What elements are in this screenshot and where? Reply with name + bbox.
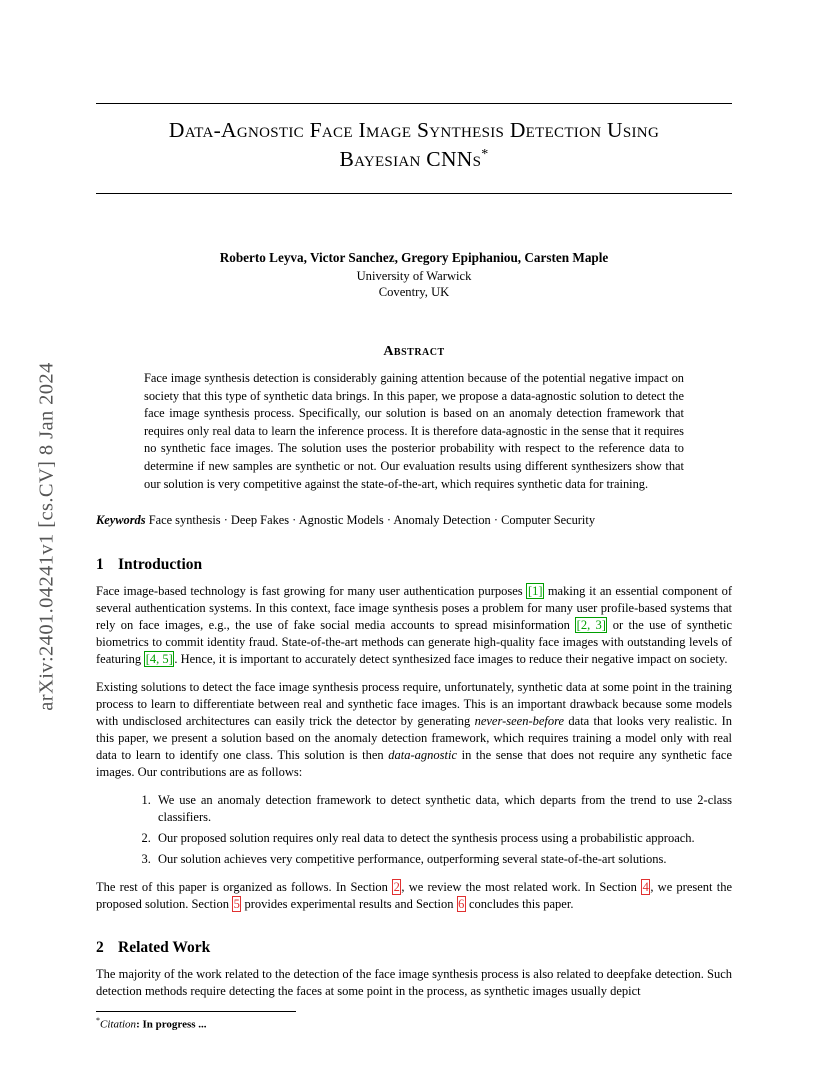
section-title-2: Related Work: [118, 938, 211, 956]
keywords-text: Face synthesis · Deep Fakes · Agnostic Models · Anomaly Detection · Computer Security: [148, 513, 596, 528]
section-title-1: Introduction: [118, 555, 203, 573]
intro-paragraph-2: [96, 679, 732, 781]
keywords: [96, 512, 732, 529]
emphasis-text: data-agnostic: [388, 747, 457, 762]
contribution-item: 2. Our proposed solution requires only real data to detect the synthesis process using a probabilistic approach.: [154, 830, 732, 847]
text-run: , we review the most related work. In Section: [401, 879, 642, 894]
title-line-1: Data-Agnostic Face Image Synthesis Detection Using: [168, 118, 660, 142]
section-ref-link[interactable]: 5: [233, 896, 240, 911]
section-number-2: 2: [96, 938, 104, 956]
footnote: [96, 1016, 732, 1031]
contribution-item: 1. We use an anomaly detection framework to detect synthetic data, which departs from the trend to use 2-class classifiers.: [154, 792, 732, 826]
section-ref-link[interactable]: 6: [458, 896, 465, 911]
text-run: in the sense that does not require any synthetic face images. Our contributions are as follows:: [96, 747, 732, 779]
section-ref-link[interactable]: 4: [642, 879, 649, 894]
page-title: [96, 104, 732, 184]
affiliation-location: Coventry, UK: [378, 285, 450, 300]
citation-link[interactable]: [2, 3]: [576, 617, 606, 632]
text-run: Face image-based technology is fast growing for many user authentication purposes: [96, 583, 527, 598]
footnote-marker: *: [96, 1015, 100, 1025]
text-run: provides experimental results and Section: [241, 896, 457, 911]
title-line-2: Bayesian CNNs: [339, 147, 482, 172]
text-run: The majority of the work related to the detection of the face image synthesis process is also related to deepfake detection. Such detection methods require detecting the faces at some point in the process, as synthetic images usually depict: [96, 966, 732, 998]
text-run: data that looks very realistic. In this paper, we present a solution based on the anomaly detection framework, which requires training a model only with real data to learn to identify one class. This solution is then: [96, 713, 733, 762]
section-number-1: 1: [96, 555, 104, 573]
section-heading-introduction: [96, 556, 732, 574]
footnote-label: Citation: [100, 1018, 137, 1031]
text-run: making it an essential component of several authentication systems. In this context, face image synthesis poses a problem for many user profile-based systems that rely on face images, e.g., the use of fake social media accounts to spread misinformation: [96, 583, 732, 632]
footnote-rule: [96, 1011, 296, 1012]
emphasis-text: never-seen-before: [474, 713, 565, 728]
citation-link[interactable]: [4, 5]: [145, 651, 173, 666]
section-ref-link[interactable]: 2: [393, 879, 400, 894]
section-heading-related-work: [96, 939, 732, 957]
paper-content: [96, 0, 732, 1030]
abstract-heading: Abstract: [383, 344, 445, 360]
text-run: The rest of this paper is organized as follows. In Section: [96, 879, 393, 894]
contribution-item: 3. Our solution achieves very competitive performance, outperforming several state-of-the-art solutions.: [154, 851, 732, 868]
keywords-label: Keywords: [96, 513, 146, 528]
contributions-list: [96, 792, 732, 868]
arxiv-stamp: arXiv:2401.04241v1 [cs.CV] 8 Jan 2024: [35, 362, 58, 711]
text-run: concludes this paper.: [465, 896, 574, 911]
citation-link[interactable]: [1]: [527, 583, 543, 598]
text-run: . Hence, it is important to accurately detect synthesized face images to reduce their negative impact on society.: [174, 651, 728, 666]
authors: Roberto Leyva, Victor Sanchez, Gregory Epiphaniou, Carsten Maple: [219, 250, 609, 266]
intro-paragraph-organization: [96, 879, 732, 913]
related-work-paragraph-1: [96, 966, 732, 1000]
affiliation: University of Warwick: [356, 269, 472, 284]
title-footnote-marker: *: [481, 146, 489, 162]
text-run: or the use of synthetic biometrics to commit identity fraud. State-of-the-art methods can generate high-quality face images with outstanding levels of featuring: [96, 617, 733, 666]
text-run: , we present the proposed solution. Section: [96, 879, 732, 911]
text-run: Existing solutions to detect the face image synthesis process require, unfortunately, synthetic data at some point in the training process to learn to differentiate between real and synthetic face images. This is an important drawback because some models with undisclosed architectures can easily trick the detector by generating: [96, 679, 732, 728]
footnote-text: : In progress ...: [136, 1018, 207, 1031]
abstract-text: Face image synthesis detection is considerably gaining attention because of the potential negative impact on society that this type of synthetic data brings. In this paper, we propose a data-agnostic solution to detect the face image synthesis process. Specifically, our solution is based on an anomaly detection framework that requires only real data to learn the inference process. It is therefore data-agnostic in the sense that it requires no synthetic face images. The solution uses the posterior probability with respect to the reference data to determine if new samples are synthetic or not. Our evaluation results using different synthesizers show that our solution is very competitive against the state-of-the-art, which requires synthetic data for training.: [144, 371, 684, 491]
intro-paragraph-1: [96, 583, 732, 668]
title-rule-bottom: [96, 193, 732, 194]
